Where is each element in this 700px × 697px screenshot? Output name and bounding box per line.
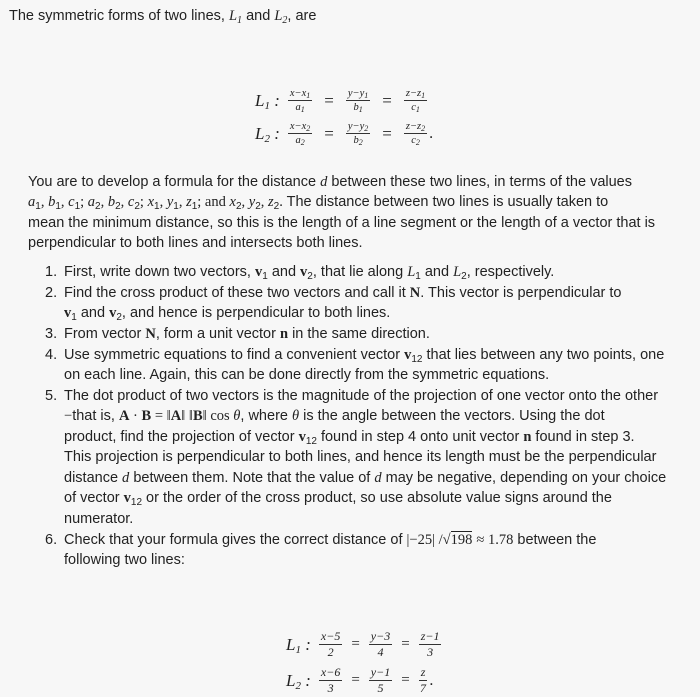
step-5-line-5: distance d between them. Note that the value of d may be negative, depending on your choice [64,470,667,486]
step-number: 3. [45,326,58,342]
fraction-z: $\frac{z-z_2}{c_2}$ [405,121,426,147]
step-2-line-1: Find the cross product of these two vectors and call it N. This vector is perpendicular to [64,285,622,301]
fraction-x: $\frac{x-x_2}{a_2}$ [289,121,311,147]
l1-symbol: $L_1$ [228,8,243,26]
step-5-line-1: The dot product of two vectors is the magnitude of the projection of one vector onto the other [64,388,659,404]
equation-label-l1: $L_1$ : [286,634,311,656]
equation-l2-general: $L_2$ : $\frac{x-x_2}{a_2}$ = $\frac{y-y_2}{b_2}$ = $\frac{z-z_2}{c_2}$ . [255,121,434,147]
equation-label-l2: $L_2$ : [286,670,311,692]
step-number: 6. [45,532,58,548]
example-equation-l2: $L_2$ : $\frac{x-6}{3}$ = $\frac{y-1}{5}$ = $\frac{z}{7}$ . [286,665,434,695]
step-5-line-3: product, find the projection of vector $v_{12}$ found in step 4 onto unit vector n found in step 3. [64,429,635,447]
check-sqrt: 198 [450,532,473,548]
step-2-line-2: $v_1$ and $v_2$, and hence is perpendicular to both lines. [64,305,391,323]
fraction-y: $\frac{y-y_2}{b_2}$ [347,121,369,147]
intro-and: and [246,8,271,24]
fraction-y: $\frac{y-y_1}{b_1}$ [347,88,369,114]
para-line-1: You are to develop a formula for the distance d between these two lines, in terms of the values [28,174,632,190]
step-4-line-2: on each line. Again, this can be done directly from the symmetric equations. [64,367,550,383]
equation-label-l1: $L_1$ : [255,90,280,112]
example-equation-l1: $L_1$ : $\frac{x-5}{2}$ = $\frac{y-3}{4}$ = $\frac{z-1}{3}$ [286,629,440,659]
fraction-z: $\frac{z-z_1}{c_1}$ [405,88,426,114]
check-approx: ≈ 1.78 [476,532,514,548]
step-number: 5. [45,388,58,404]
l2-symbol: $L_2$ [274,8,288,26]
step-1: First, write down two vectors, $v_1$ and $v_2$, that lie along $L_1$ and $L_2$, respectively. [64,264,555,282]
intro-are: , are [287,8,317,24]
fraction-x: $\frac{x-x_1}{a_1}$ [289,88,311,114]
step-5-line-7: numerator. [64,511,134,527]
step-6-line-1: Check that your formula gives the correct distance of |−25| /√198 ≈ 1.78 between the [64,532,597,548]
para-line-2: $a_1$, $b_1$, $c_1$; $a_2$, $b_2$, $c_2$; $x_1$, $y_1$, $z_1$; and $x_2$, $y_2$, $z_2$. The distance between two lines is usually taken to [28,194,609,212]
step-6-line-2: following two lines: [64,552,185,568]
step-5-line-4: This projection is perpendicular to both lines, and hence its length must be the perpendicular [64,449,657,465]
step-4-line-1: Use symmetric equations to find a convenient vector $v_{12}$ that lies between any two points, one [64,347,665,365]
intro-text: The symmetric forms of two lines, [9,8,225,24]
step-5-line-6: of vector $v_{12}$ or the order of the cross product, so use absolute value signs around the [64,490,612,508]
step-number: 4. [45,347,58,363]
step-5-line-2: −that is, A · B = ‖A‖ ‖B‖ cos θ, where θ is the angle between the vectors. Using the dot [64,408,605,424]
check-value: |−25| / [406,532,443,548]
intro-line [9,6,316,26]
step-number: 2. [45,285,58,301]
equation-label-l2: $L_2$ : [255,123,280,145]
para-line-4: perpendicular to both lines and intersects both lines. [28,235,363,251]
step-number: 1. [45,264,58,280]
step-3: From vector N, form a unit vector n in the same direction. [64,326,430,342]
para-line-3: mean the minimum distance, so this is the length of a line segment or the length of a vector that is [28,215,656,231]
equation-l1-general: $L_1$ : $\frac{x-x_1}{a_1}$ = $\frac{y-y_1}{b_1}$ = $\frac{z-z_1}{c_1}$ [255,88,426,114]
